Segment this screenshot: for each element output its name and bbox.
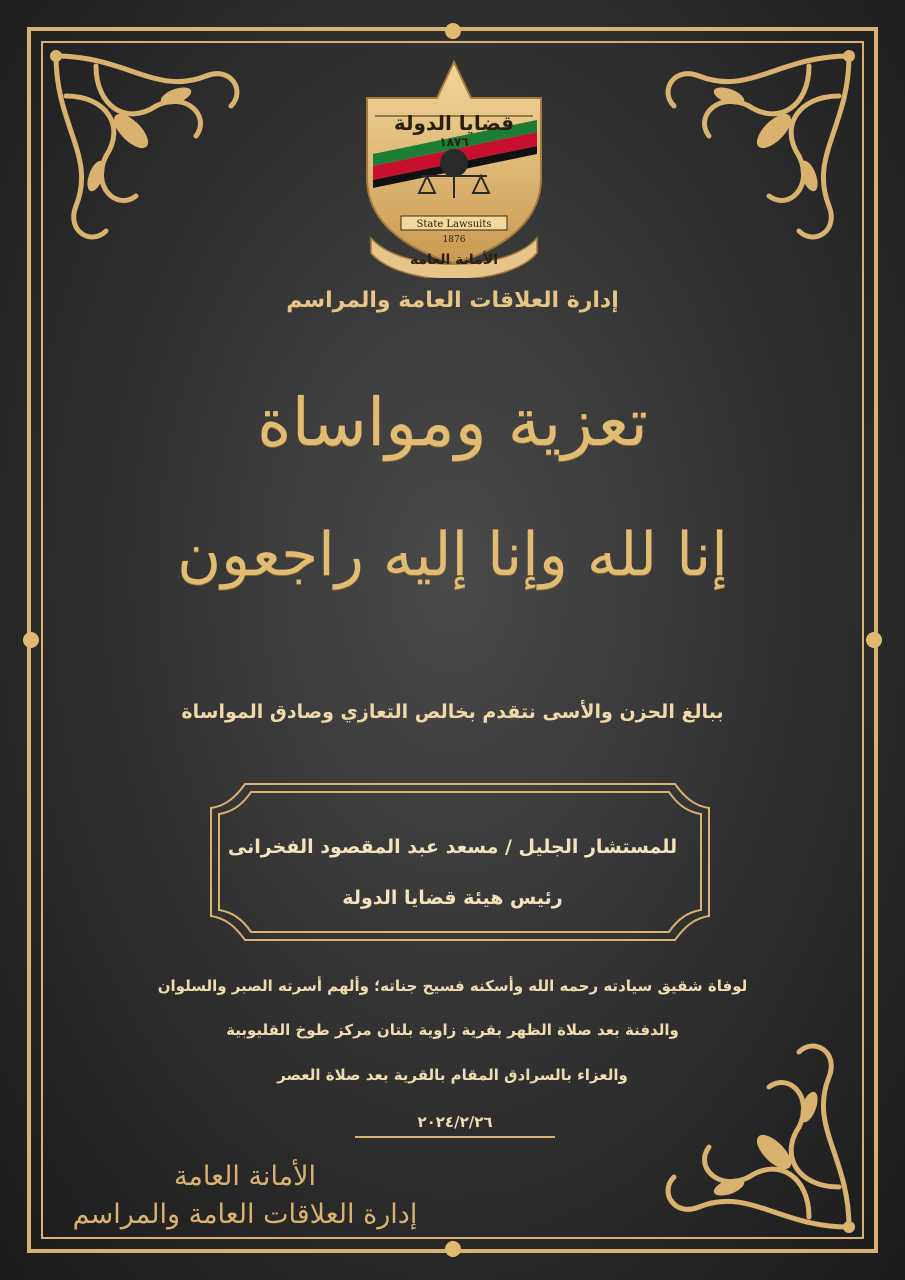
- department-heading: إدارة العلاقات العامة والمراسم: [286, 288, 619, 313]
- bottom-center-dot: [445, 1241, 461, 1257]
- top-center-dot: [445, 23, 461, 39]
- top-left-ornament: [36, 36, 276, 266]
- left-center-dot: [23, 632, 39, 648]
- right-center-dot: [866, 632, 882, 648]
- logo-year-english: 1876: [442, 235, 466, 245]
- bottom-right-ornament: [629, 1017, 869, 1247]
- logo-english-text: State Lawsuits: [416, 219, 492, 230]
- body-line-1: لوفاة شقيق سيادته رحمه الله وأسكنه فسيح جناته؛ وألهم أسرته الصبر والسلوان: [157, 977, 748, 995]
- logo-top-text: قضايا الدولة: [393, 111, 515, 135]
- condolence-title: تعزية ومواساة: [256, 384, 648, 461]
- signature-line-1: الأمانة العامة: [173, 1161, 317, 1192]
- intro-line: ببالغ الحزن والأسى نتقدم بخالص التعازي وصادق المواساة: [181, 701, 724, 723]
- body-line-3: والعزاء بالسرادق المقام بالقرية بعد صلاة العصر: [277, 1066, 628, 1084]
- logo-year-arabic: ١٨٧٦: [439, 135, 469, 149]
- signature-line-2: إدارة العلاقات العامة والمراسم: [72, 1199, 418, 1230]
- quran-verse: إنا لله وإنا إليه راجعون: [177, 520, 728, 590]
- date: ٢٠٢٤/٢/٢٦: [417, 1113, 493, 1131]
- recipient-position: رئيس هيئة قضايا الدولة: [342, 887, 563, 909]
- recipient-frame: [205, 778, 715, 946]
- state-lawsuits-logo: [361, 58, 547, 278]
- body-line-2: والدفنة بعد صلاة الظهر بقرية زاوية بلتان مركز طوخ القليوبية: [226, 1021, 679, 1039]
- date-underline: [355, 1136, 555, 1138]
- recipient-name: للمستشار الجليل / مسعد عبد المقصود الفخرانى: [227, 836, 678, 858]
- logo-ribbon-text: الأمانة العامة: [409, 252, 499, 268]
- top-right-ornament: [629, 36, 869, 266]
